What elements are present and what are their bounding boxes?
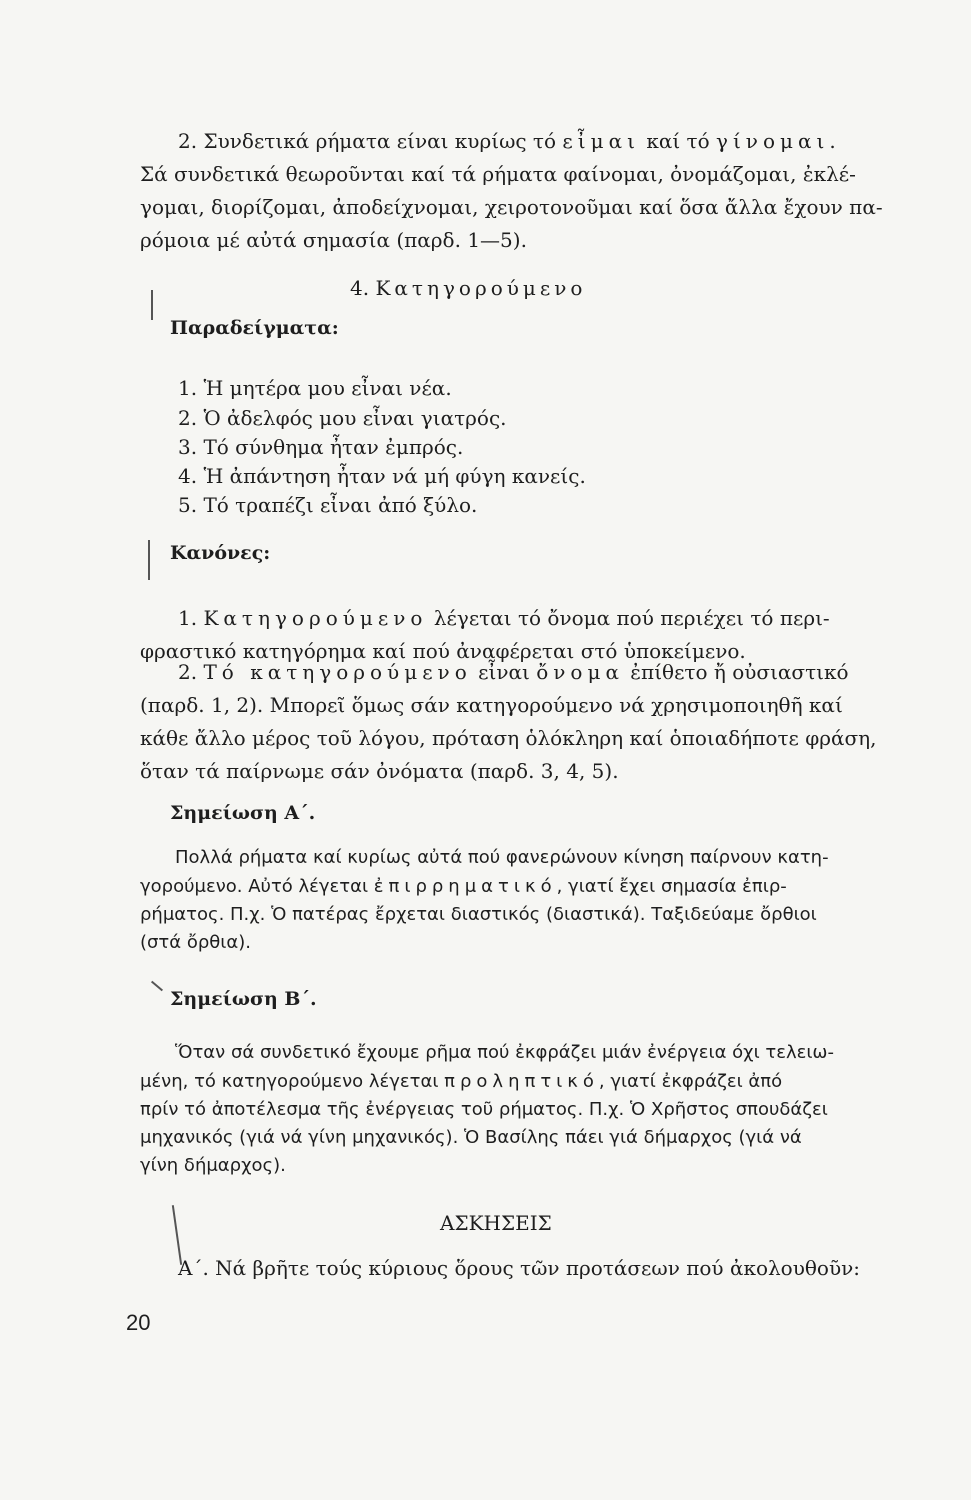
note-a-line: Πολλά ρήματα καί κυρίως αὐτά πού φανερώνουν κίνηση παίρνουν κατη- — [175, 847, 829, 868]
rules-line-5: κάθε ἄλλο μέρος τοῦ λόγου, πρόταση ὁλόκληρη καί ὁποιαδήποτε φράση, — [140, 726, 877, 750]
page-number: 20 — [126, 1310, 151, 1335]
example-item: 3. Τό σύνθημα ἦταν ἐμπρός. — [178, 435, 464, 459]
note-b-line: γίνη δήμαρχος). — [140, 1155, 286, 1176]
chapter-heading — [350, 275, 586, 301]
rules-line-1: 1. Κατηγορούμενο λέγεται τό ὄνομα πού περιέχει τό περι- — [178, 606, 830, 630]
note-b-line: μηχανικός (γιά νά γίνη μηχανικός). Ὁ Βασίλης πάει γιά δήμαρχος (γιά νά — [140, 1127, 802, 1148]
note-a-line: (στά ὄρθια). — [140, 932, 252, 953]
example-item: 4. Ἡ ἀπάντηση ἦταν νά μή φύγη κανείς. — [178, 464, 586, 488]
section2-line-1: 2. Συνδετικά ρήματα είναι κυρίως τό εἶμαι καί τό γίνομαι. — [178, 129, 836, 153]
note-b-line: πρίν τό ἀποτέλεσμα τῆς ἐνέργειας τοῦ ρήματος. Π.χ. Ὁ Χρῆστος σπουδάζει — [140, 1099, 828, 1120]
section2-line-4: ρόμοια μέ αὐτά σημασία (παρδ. 1—5). — [140, 228, 527, 252]
examples-heading: Παραδείγματα: — [170, 317, 339, 339]
example-item: 2. Ὁ ἀδελφός μου εἶναι γιατρός. — [178, 406, 507, 430]
section2-line-3: γομαι, διορίζομαι, ἀποδείχνομαι, χειροτονοῦμαι καί ὅσα ἄλλα ἔχουν πα- — [140, 195, 883, 219]
note-b-line: Ὅταν σά συνδετικό ἔχουμε ρῆμα πού ἐκφράζει μιάν ἐνέργεια όχι τελειω- — [175, 1042, 834, 1063]
note-b-line: μένη, τό κατηγορούμενο λέγεται προληπτικό, γιατί ἐκφράζει ἀπό — [140, 1071, 783, 1092]
exercises-heading: ΑΣΚΗΣΕΙΣ — [440, 1211, 552, 1235]
section2-line-2: Σά συνδετικά θεωροῦνται καί τά ρήματα φαίνομαι, ὀνομάζομαι, ἐκλέ- — [140, 162, 856, 186]
rules-line-3: 2. Τό κατηγορούμενο εἶναι ὄνομα ἐπίθετο ἤ οὐσιαστικό — [178, 660, 849, 684]
note-a-line: γορούμενο. Αὐτό λέγεται ἐπιρρηματικό, γιατί ἔχει σημασία ἐπιρ- — [140, 876, 787, 897]
rules-line-4: (παρδ. 1, 2). Μπορεῖ ὅμως σάν κατηγορούμενο νά χρησιμοποιηθῆ καί — [140, 693, 843, 717]
chapter-number: 4. — [350, 276, 370, 300]
margin-pencil-mark — [151, 981, 163, 992]
note-b-heading: Σημείωση Β΄. — [170, 988, 317, 1010]
note-a-heading: Σημείωση Α΄. — [170, 802, 316, 824]
rules-heading: Κανόνες: — [170, 542, 271, 564]
rules-line-6: ὅταν τά παίρνωμε σάν ὀνόματα (παρδ. 3, 4, 5). — [140, 759, 619, 783]
chapter-title: Κατηγορούμενο — [375, 276, 587, 300]
example-item: 1. Ἡ μητέρα μου εἶναι νέα. — [178, 376, 452, 400]
exercise-a: Α΄. Νά βρῆτε τούς κύριους ὅρους τῶν προτάσεων πού ἀκολουθοῦν: — [178, 1256, 861, 1280]
example-item: 5. Τό τραπέζι εἶναι ἀπό ξύλο. — [178, 493, 478, 517]
margin-pencil-mark — [151, 290, 153, 320]
rules-line-2: φραστικό κατηγόρημα καί πού ἀναφέρεται στό ὑποκείμενο. — [140, 639, 746, 663]
note-a-line: ρήματος. Π.χ. Ὁ πατέρας ἔρχεται διαστικός (διαστικά). Ταξιδεύαμε ὄρθιοι — [140, 904, 817, 925]
margin-pencil-mark — [148, 540, 150, 580]
